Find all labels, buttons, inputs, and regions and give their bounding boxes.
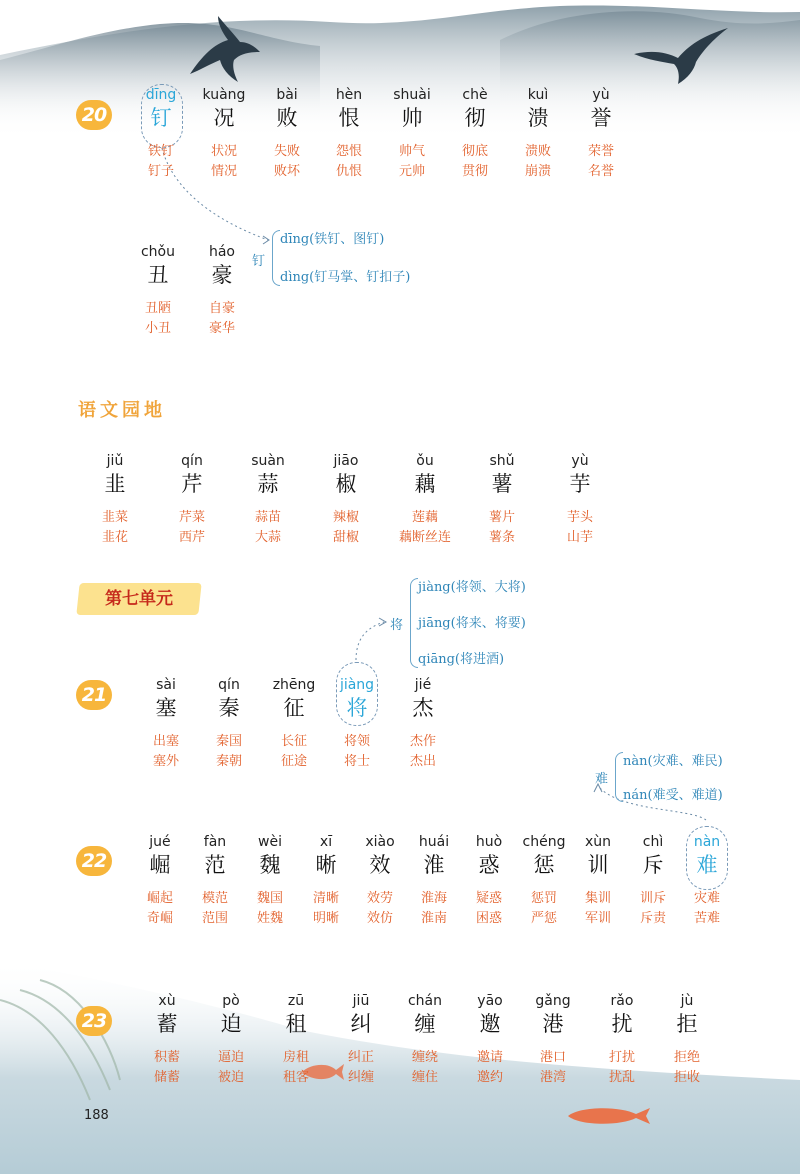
lesson-number-badge: 23 <box>76 1006 112 1036</box>
fish-icon <box>566 1104 652 1128</box>
char-entry: qín 秦 秦国 秦朝 <box>215 677 242 769</box>
char-entry: qín 芹 芹菜 西芹 <box>178 453 205 545</box>
char-entry: sài 塞 出塞 塞外 <box>152 677 179 769</box>
unit-banner <box>78 583 200 615</box>
char-entry: zū 租 房租 租客 <box>282 993 309 1085</box>
char-entry: jiàng 将 将领 将士 <box>339 677 375 769</box>
char-entry: huái 淮 淮海 淮南 <box>418 834 450 926</box>
char-entry: jiāo 椒 辣椒 甜椒 <box>332 453 359 545</box>
char-entry: yù 芋 芋头 山芋 <box>566 453 593 545</box>
char-entry: ǒu 藕 莲藕 藕断丝连 <box>398 453 451 545</box>
char-entry: kuì 溃 溃败 崩溃 <box>524 87 551 179</box>
char-entry: zhēng 征 长征 征途 <box>272 677 316 769</box>
char-entry: dīng 钉 铁钉 钉子 <box>145 87 177 179</box>
char-entry: xùn 训 集训 军训 <box>584 834 612 926</box>
char-entry: chè 彻 彻底 贯彻 <box>461 87 488 179</box>
polyphone-note: 难 nàn(灾难、难民) nán(难受、难道) <box>595 754 723 803</box>
char-entry: xī 晰 清晰 明晰 <box>312 834 339 926</box>
char-entry: gǎng 港 港口 港湾 <box>535 993 571 1085</box>
char-entry: kuàng 况 状况 情况 <box>202 87 246 179</box>
char-entry: shuài 帅 帅气 元帅 <box>393 87 431 179</box>
swallow-icon <box>182 14 262 84</box>
char-entry: fàn 范 模范 范围 <box>201 834 228 926</box>
char-entry: hèn 恨 怨恨 仇恨 <box>335 87 363 179</box>
polyphone-note: 钉 dīng(铁钉、图钉) dìng(钉马掌、钉扣子) <box>252 232 411 285</box>
char-entry: huò 惑 疑惑 困惑 <box>475 834 503 926</box>
char-entry: yù 誉 荣誉 名誉 <box>587 87 614 179</box>
char-entry: chì 斥 训斥 斥责 <box>639 834 666 926</box>
char-entry: jiū 纠 纠正 纠缠 <box>347 993 374 1085</box>
char-entry: bài 败 失败 败坏 <box>273 87 300 179</box>
char-entry: xiào 效 效劳 效仿 <box>365 834 395 926</box>
char-entry: chán 缠 缠绕 缠住 <box>407 993 443 1085</box>
char-entry: chéng 惩 惩罚 严惩 <box>522 834 566 926</box>
char-entry: pò 迫 逼迫 被迫 <box>217 993 244 1085</box>
char-entry: chǒu 丑 丑陋 小丑 <box>140 244 175 336</box>
char-entry: suàn 蒜 蒜苗 大蒜 <box>251 453 285 545</box>
polyphone-note: 将 jiàng(将领、大将) jiāng(将来、将要) qiāng(将进酒) <box>390 580 526 667</box>
lesson-number-badge: 20 <box>76 100 112 130</box>
section-title: 语文园地 <box>78 400 166 421</box>
char-entry: nàn 难 灾难 苦难 <box>693 834 721 926</box>
page-number: 188 <box>84 1108 109 1123</box>
char-entry: jié 杰 杰作 杰出 <box>409 677 436 769</box>
char-entry: jù 拒 拒绝 拒收 <box>673 993 700 1085</box>
lesson-number-badge: 22 <box>76 846 112 876</box>
char-entry: xù 蓄 积蓄 储蓄 <box>153 993 180 1085</box>
char-entry: yāo 邀 邀请 邀约 <box>476 993 503 1085</box>
char-entry: rǎo 扰 打扰 扰乱 <box>608 993 635 1085</box>
char-entry: shǔ 薯 薯片 薯条 <box>488 453 515 545</box>
char-entry: wèi 魏 魏国 姓魏 <box>256 834 283 926</box>
char-entry: jué 崛 崛起 奇崛 <box>146 834 173 926</box>
unit-title: 第七单元 <box>105 589 173 609</box>
char-entry: jiǔ 韭 韭菜 韭花 <box>101 453 128 545</box>
char-entry: háo 豪 自豪 豪华 <box>208 244 236 336</box>
lesson-number-badge: 21 <box>76 680 112 710</box>
swallow-icon <box>632 26 730 86</box>
